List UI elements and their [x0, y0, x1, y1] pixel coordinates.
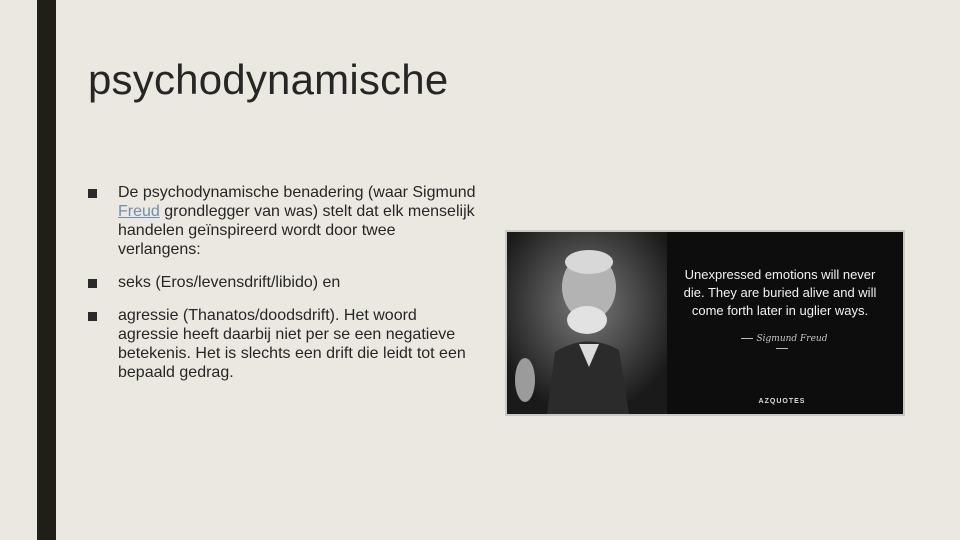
freud-quote-image	[505, 230, 905, 416]
signature-dash-left	[741, 338, 753, 339]
bullet-text-start: De psychodynamische benadering (waar Sigmund	[118, 184, 476, 201]
freud-link[interactable]: Freud	[118, 203, 160, 220]
bullet-marker	[88, 279, 97, 288]
bullet-item	[88, 306, 478, 382]
side-accent-bar	[37, 0, 56, 540]
bullet-marker	[88, 312, 97, 321]
bullet-list	[88, 183, 478, 396]
signature-text: Sigmund Freud	[756, 334, 828, 344]
bullet-text: seks (Eros/levensdrift/libido) en	[118, 274, 341, 291]
bullet-item	[88, 273, 478, 292]
bullet-text: agressie (Thanatos/doodsdrift). Het woord agressie heeft daarbij niet per se een negatieve betekenis. Het is slechts een drift die leidt tot een bepaald gedrag.	[118, 307, 466, 381]
signature-dash-right	[776, 348, 788, 349]
freud-portrait	[507, 232, 667, 414]
bullet-marker	[88, 189, 97, 198]
bullet-text-end: grondlegger van was) stelt dat elk menselijk handelen geïnspireerd wordt door twee verlangens:	[118, 203, 475, 258]
signature	[727, 334, 837, 354]
slide-title: psychodynamische	[88, 56, 449, 103]
bullet-item	[88, 183, 478, 259]
quote-text: Unexpressed emotions will never die. They are buried alive and will come forth later in uglier ways.	[683, 267, 877, 318]
azquotes-logo: AZQUOTES	[758, 398, 806, 405]
